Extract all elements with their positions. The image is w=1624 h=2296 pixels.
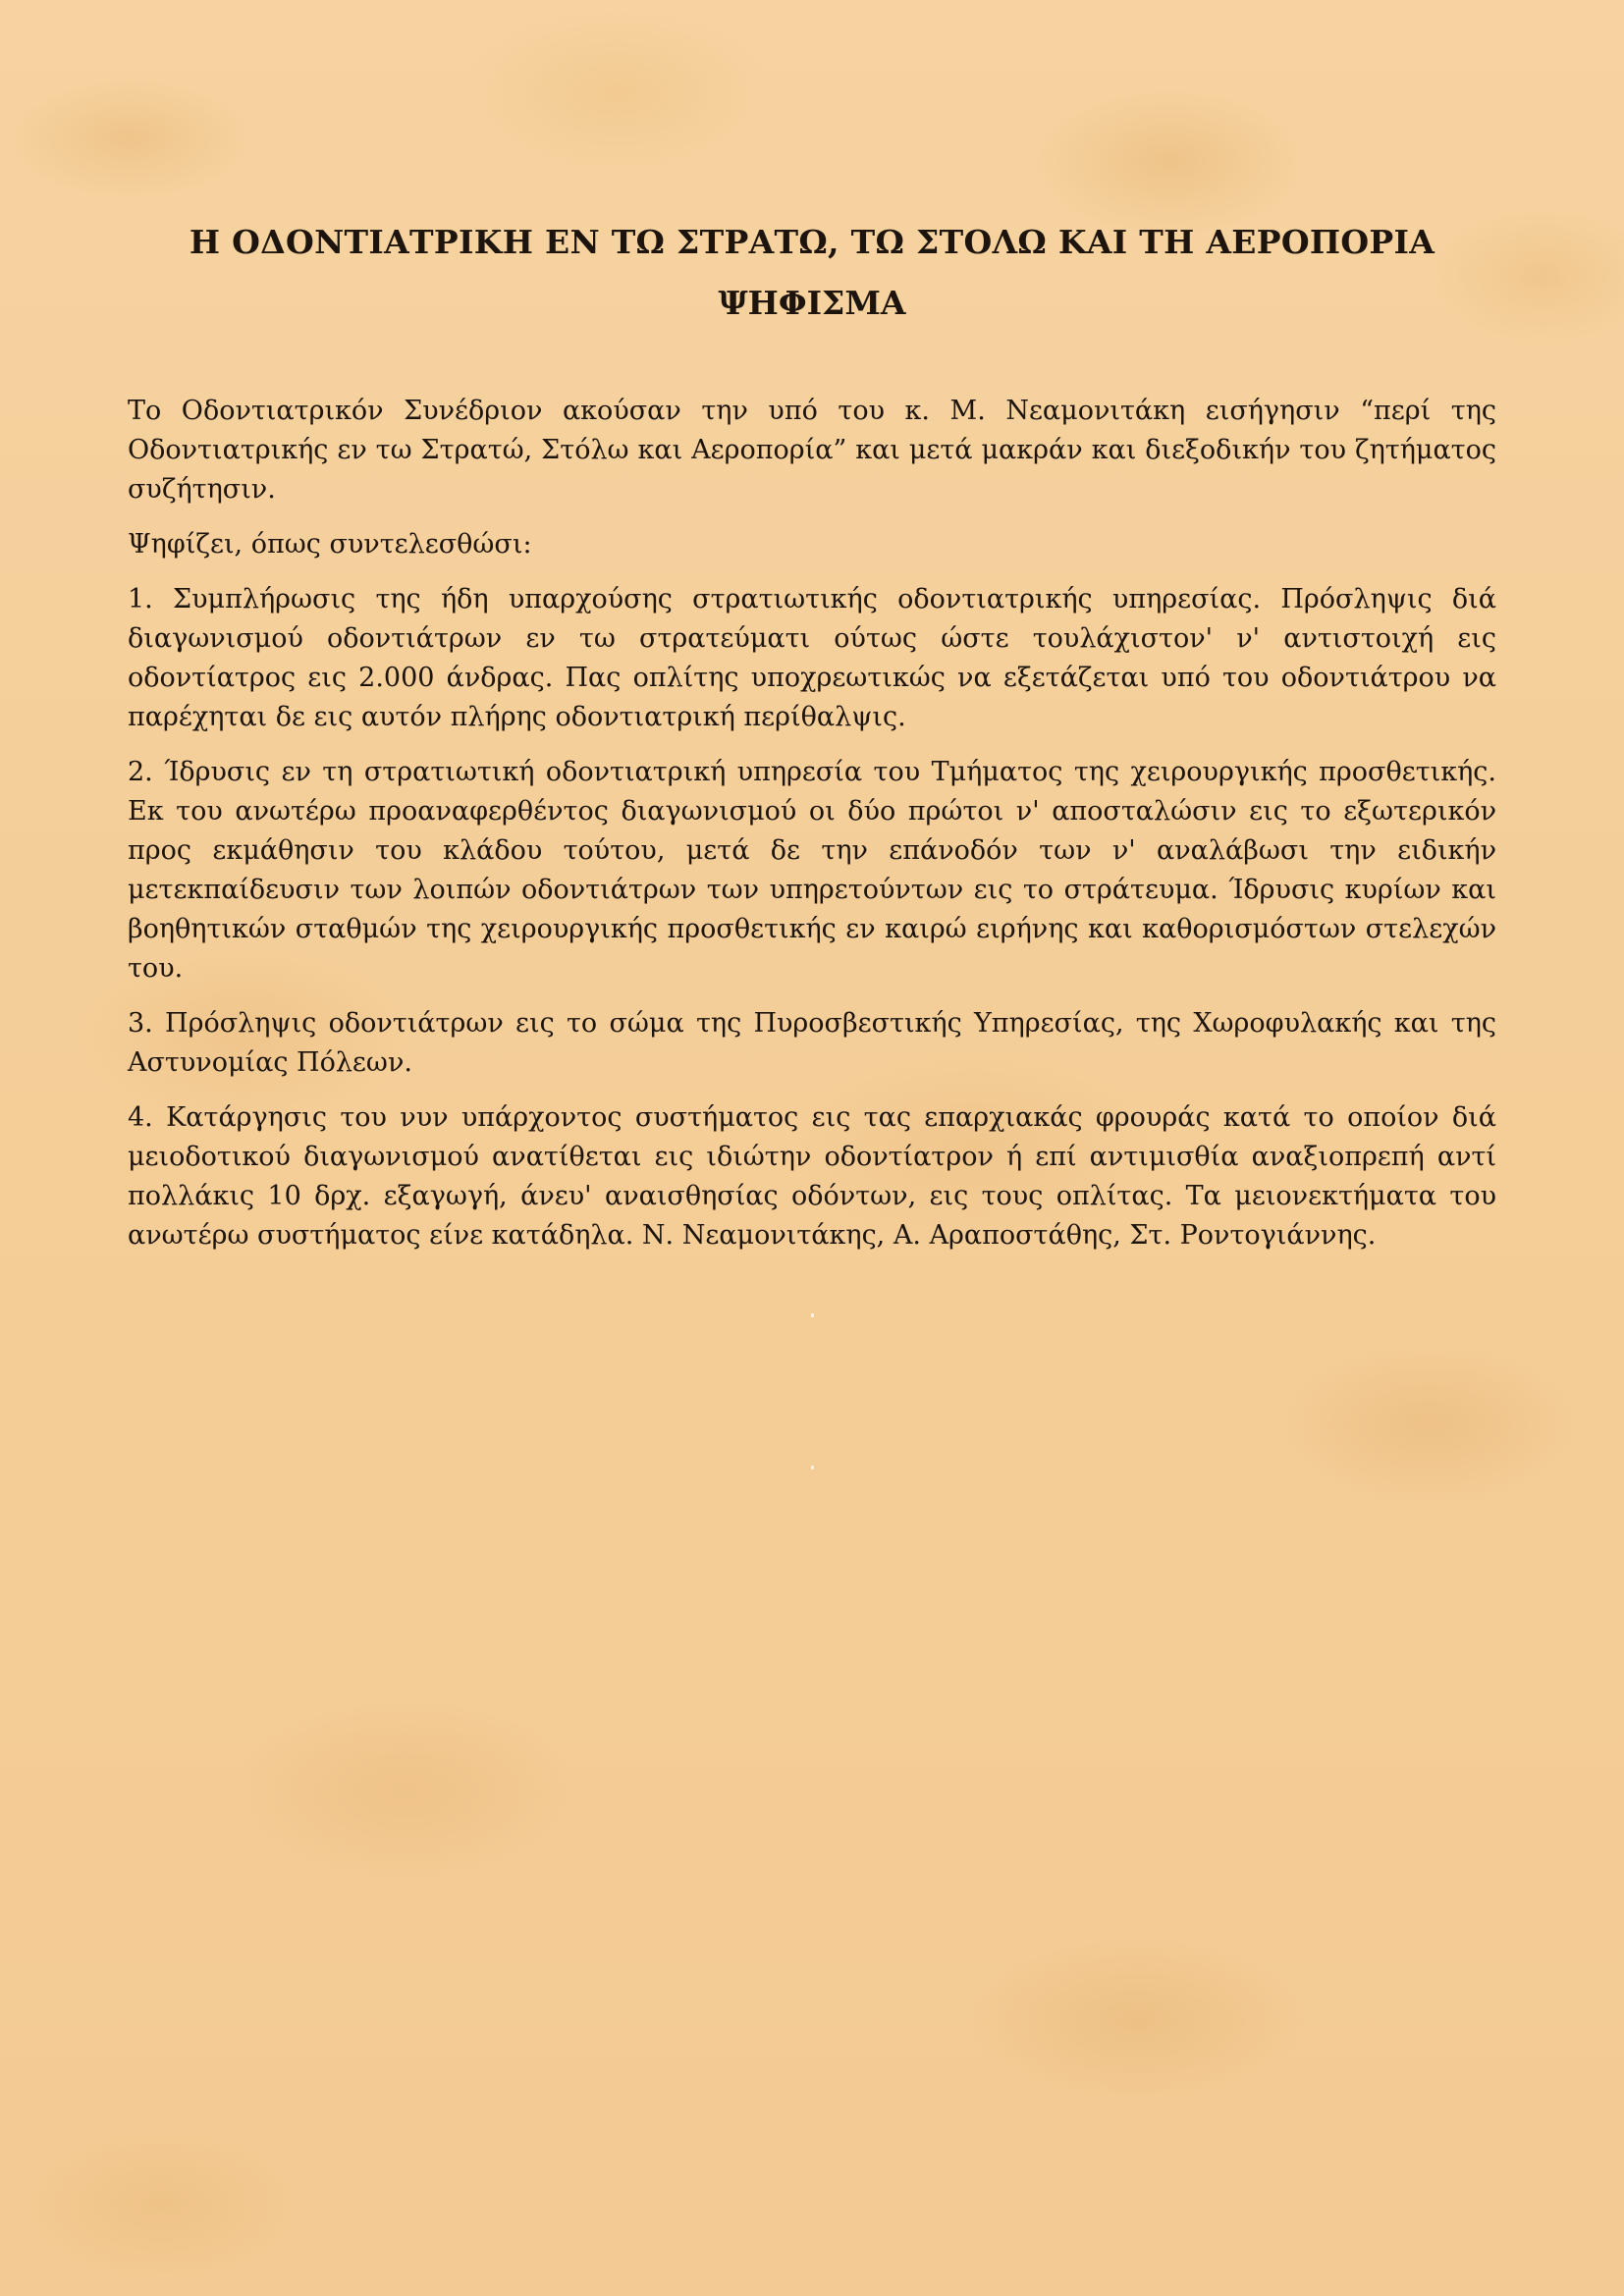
document-title: Η ΟΔΟΝΤΙΑΤΡΙΚΗ ΕΝ ΤΩ ΣΤΡΑΤΩ, ΤΩ ΣΤΟΛΩ ΚΑΙ ΤΗ ΑΕΡΟΠΟΡΙΑ — [189, 223, 1435, 261]
paper-specks — [811, 1313, 815, 1470]
resolution-item-2: 2. Ίδρυσις εν τη στρατιωτική οδοντιατρική υπηρεσία του Τμήματος της χειρουργικής προσθετικής. Εκ του ανωτέρω προαναφερθέντος διαγωνισμού οι δύο πρώτοι ν' αποσταλώσιν εις το εξωτερικόν προς εκμάθησιν του κλάδου τούτου, μετά δε την επάνοδόν των ν' αναλάβωσι την ειδικήν μετεκπαίδευσιν των λοιπών οδοντιάτρων των υπηρετούντων εις το στράτευμα. Ίδρυσις κυρίων και βοηθητικών σταθμών της χειρουργικής προσθετικής εν καιρώ ειρήνης και καθορισμόστων στελεχών του. — [128, 757, 1496, 984]
resolution-item-1: 1. Συμπλήρωσις της ήδη υπαρχούσης στρατιωτικής οδοντιατρικής υπηρεσίας. Πρόσληψις διά διαγωνισμού οδοντιάτρων εν τω στρατεύματι ούτως ώστε τουλάχιστον' ν' αντιστοιχή εις οδοντίατρος εις 2.000 άνδρας. Πας οπλίτης υποχρεωτικώς να εξετάζεται υπό του οδοντιάτρου να παρέχηται δε εις αυτόν πλήρης οδοντιατρική περίθαλψις. — [128, 584, 1496, 732]
intro-paragraph: Το Οδοντιατρικόν Συνέδριον ακούσαν την υπό του κ. Μ. Νεαμονιτάκη εισήγησιν “περί της Οδοντιατρικής εν τω Στρατώ, Στόλω και Αεροπορία” και μετά μακράν και διεξοδικήν του ζητήματος συζήτησιν. — [128, 396, 1496, 505]
paper-speck — [811, 1466, 814, 1469]
resolution-item-4: 4. Κατάργησις του νυν υπάρχοντος συστήματος εις τας επαρχιακάς φρουράς κατά το οποίον διά μειοδοτικού διαγωνισμού ανατίθεται εις ιδιώτην οδοντίατρον ή επί αντιμισθία αναξιοπρεπή αντί πολλάκις 10 δρχ. εξαγωγή, άνευ' αναισθησίας οδόντων, εις τους οπλίτας. Τα μειονεκτήματα του ανωτέρω συστήματος είνε κατάδηλα. Ν. Νεαμονιτάκης, Α. Αραποστάθης, Στ. Ροντογιάννης. — [128, 1102, 1496, 1251]
resolution-lead-paragraph: Ψηφίζει, όπως συντελεσθώσι: — [128, 529, 532, 560]
document-subtitle: ΨΗΦΙΣΜΑ — [718, 284, 906, 322]
paper-speck — [811, 1313, 814, 1317]
document-page — [128, 221, 1496, 1271]
resolution-item-3: 3. Πρόσληψις οδοντιάτρων εις το σώμα της Πυροσβεστικής Υπηρεσίας, της Χωροφυλακής και της Αστυνομίας Πόλεων. — [128, 1008, 1496, 1078]
document-body — [128, 392, 1496, 1255]
